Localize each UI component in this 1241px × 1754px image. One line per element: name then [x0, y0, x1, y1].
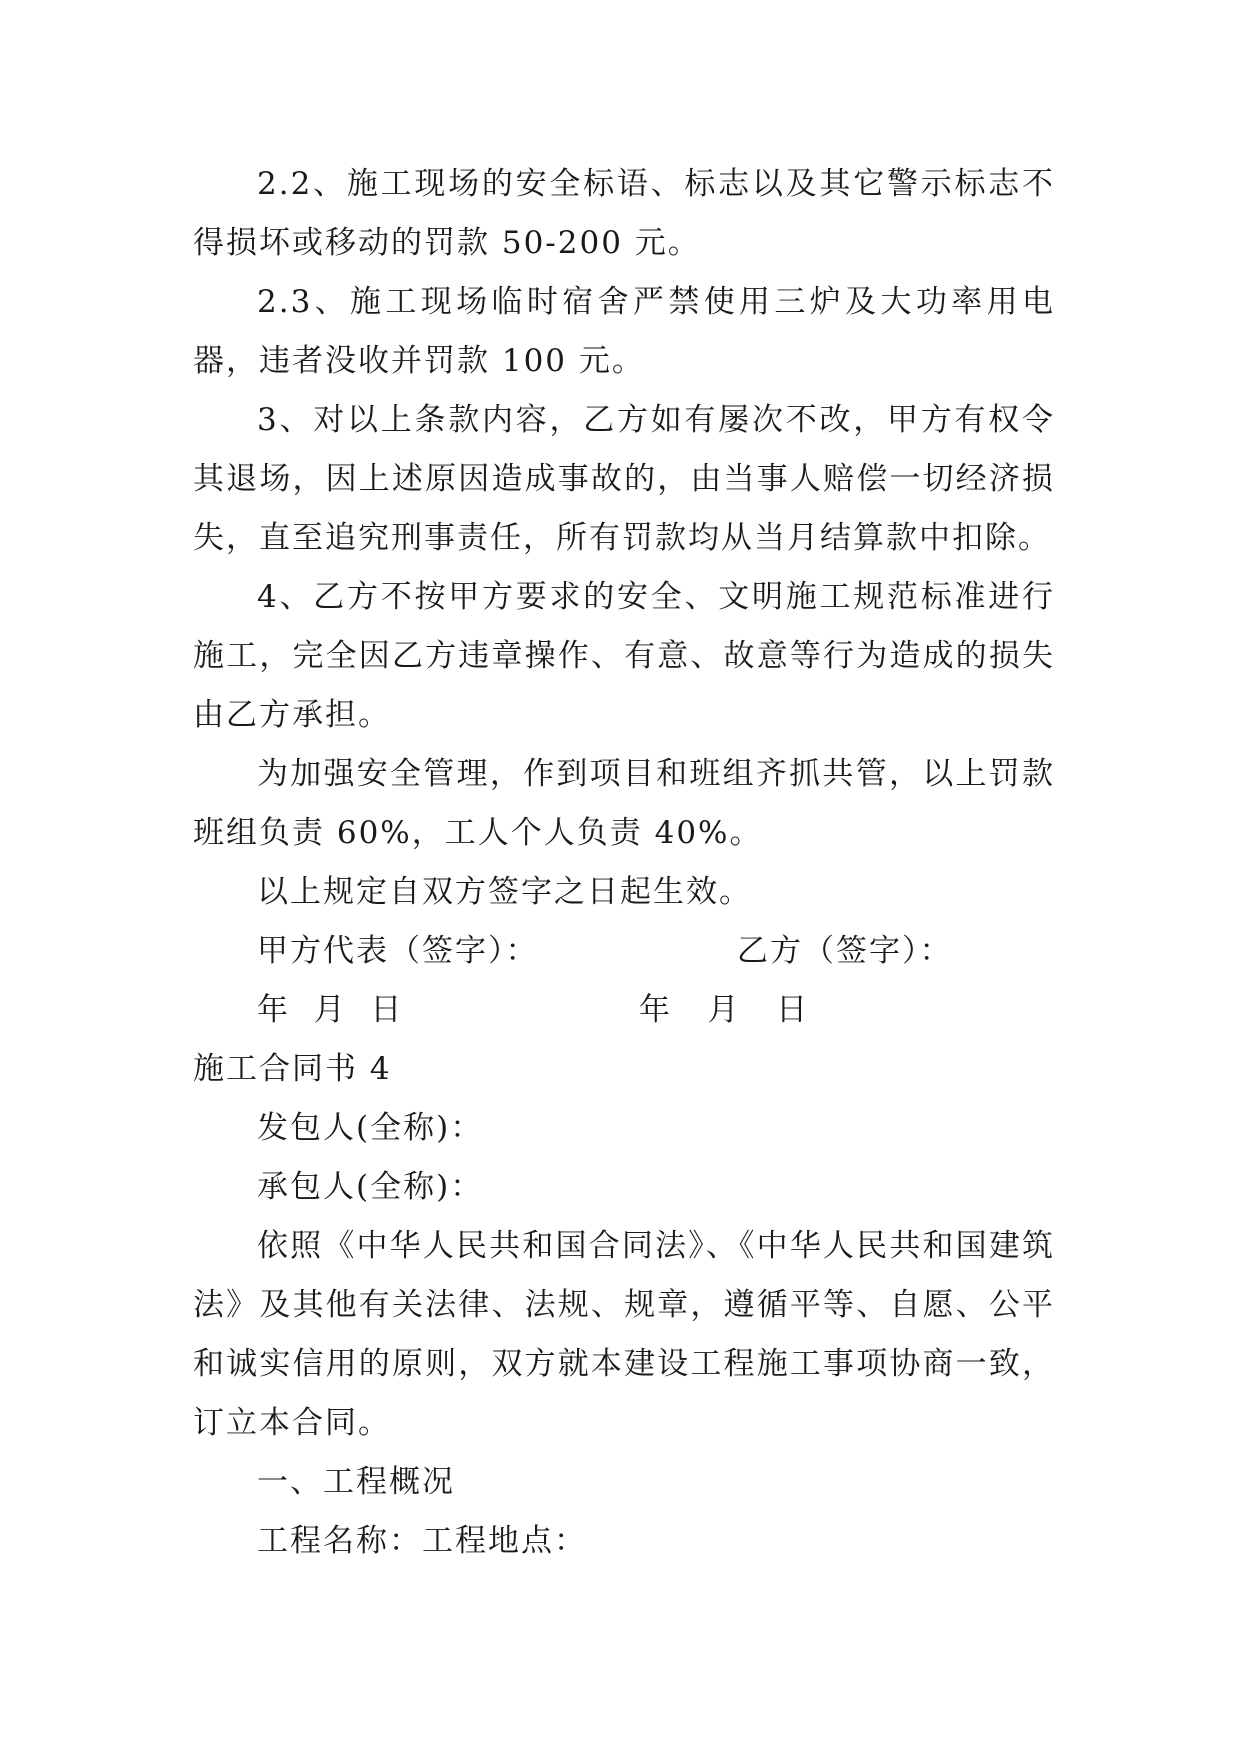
contract-title: 施工合同书 4 — [193, 1051, 392, 1087]
project-name-location-line: 工程名称：工程地点： — [257, 1523, 587, 1559]
contract-preamble: 依照《中华人民共和国合同法》、《中华人民共和国建筑法》及其他有关法律、法规、规章，遵循平等、自愿、公平和诚实信用的原则，双方就本建设工程施工事项协商一致，订立本合同。 — [193, 1228, 1055, 1441]
document-body — [193, 155, 1055, 1571]
party-a-date: 年 月 日 — [257, 992, 404, 1028]
signature-date-row — [193, 981, 1055, 1040]
contractor-field: 承包人(全称)： — [257, 1169, 484, 1205]
effective-date-paragraph: 以上规定自双方签字之日起生效。 — [257, 874, 752, 910]
clause-2-3: 2.3、施工现场临时宿舍严禁使用三炉及大功率用电器，违者没收并罚款 100 元。 — [193, 284, 1055, 379]
clause-2-2: 2.2、施工现场的安全标语、标志以及其它警示标志不得损坏或移动的罚款 50-200 元。 — [193, 166, 1055, 261]
party-a-signature-label: 甲方代表（签字）： — [257, 933, 539, 969]
signature-row — [193, 922, 1055, 981]
clause-3: 3、对以上条款内容，乙方如有屡次不改，甲方有权令其退场，因上述原因造成事故的，由当事人赔偿一切经济损失，直至追究刑事责任，所有罚款均从当月结算款中扣除。 — [193, 402, 1055, 556]
penalty-split-paragraph: 为加强安全管理，作到项目和班组齐抓共管，以上罚款班组负责 60%，工人个人负责 40%。 — [193, 756, 1055, 851]
party-b-date: 年 月 日 — [639, 992, 810, 1028]
section-heading-project-overview: 一、工程概况 — [257, 1464, 455, 1500]
employer-field: 发包人(全称)： — [257, 1110, 484, 1146]
party-b-signature-label: 乙方（签字）： — [737, 933, 953, 969]
clause-4: 4、乙方不按甲方要求的安全、文明施工规范标准进行施工，完全因乙方违章操作、有意、故意等行为造成的损失由乙方承担。 — [193, 579, 1055, 733]
